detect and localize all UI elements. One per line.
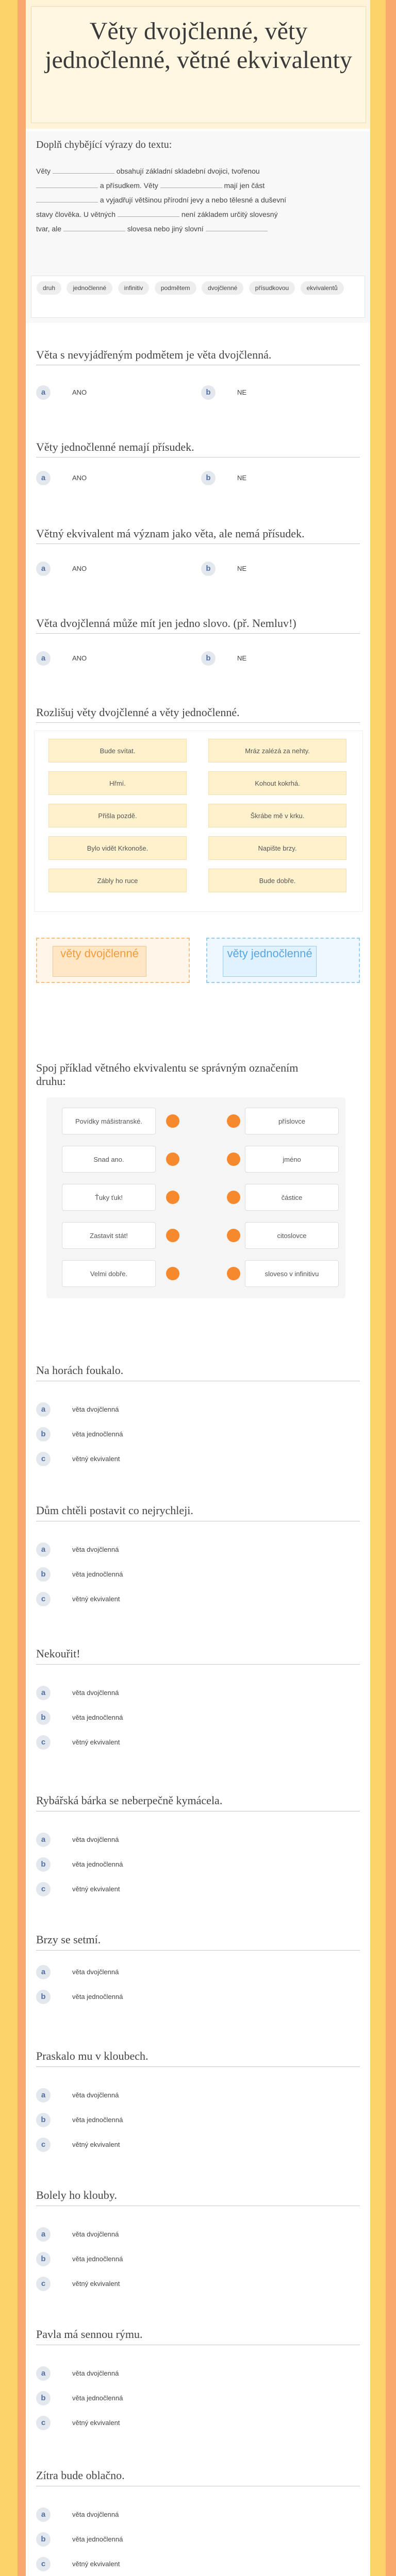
drop-zone-jednoclenne[interactable] <box>206 938 360 983</box>
option-b-badge[interactable]: b <box>36 1567 51 1582</box>
fill-text-part: obsahují základní skladební dvojici, tvořenou <box>116 167 260 175</box>
divider <box>36 1950 360 1951</box>
drop-label: věty jednočlenné <box>223 946 317 977</box>
option-a-badge[interactable]: a <box>36 651 51 666</box>
connector-dot[interactable] <box>227 1267 240 1280</box>
option-c-badge[interactable]: c <box>36 1882 51 1896</box>
option-c-badge[interactable]: c <box>36 2277 51 2291</box>
option-text[interactable]: věta dvojčlenná <box>72 2230 119 2238</box>
option-a-badge[interactable]: a <box>36 2507 51 2522</box>
fill-blank-1[interactable] <box>53 165 114 174</box>
option-c-badge[interactable]: c <box>36 1735 51 1750</box>
divider <box>36 722 360 723</box>
mc-question: Nekouřit! <box>36 1647 80 1660</box>
sort-tile[interactable]: Přišla pozdě. <box>48 804 187 827</box>
tf-question-2: Věty jednočlenné nemají přísudek. <box>36 440 194 453</box>
option-text[interactable]: věta jednočlenná <box>72 1860 123 1868</box>
option-text[interactable]: ANO <box>72 388 87 396</box>
mc-question: Zítra bude oblačno. <box>36 2469 125 2482</box>
mc-question: Na horách foukalo. <box>36 1364 124 1377</box>
option-text[interactable]: věta jednočlenná <box>72 1430 123 1438</box>
drop-label: věty dvojčlenné <box>53 946 146 977</box>
option-text[interactable]: věta jednočlenná <box>72 2535 123 2543</box>
option-b-badge[interactable]: b <box>36 2532 51 2547</box>
tf-question-4: Věta dvojčlenná může mít jen jedno slovo. (př. Nemluv!) <box>36 617 296 630</box>
option-text[interactable]: věta jednočlenná <box>72 2116 123 2124</box>
option-text[interactable]: věta jednočlenná <box>72 1570 123 1578</box>
fill-text-part: mají jen část <box>224 181 265 190</box>
option-text[interactable]: NE <box>237 388 247 396</box>
option-b-badge[interactable]: b <box>36 1427 51 1442</box>
option-a-badge[interactable]: a <box>36 2088 51 2103</box>
sort-heading: Rozlišuj věty dvojčlenné a věty jednočlenné. <box>36 706 240 719</box>
fill-text-part: tvar, ale <box>36 225 62 233</box>
option-a-badge[interactable]: a <box>36 562 51 576</box>
option-c-badge[interactable]: c <box>36 2138 51 2152</box>
option-b-badge[interactable]: b <box>201 471 216 485</box>
fill-text-part: slovesa nebo jiný slovní <box>127 225 204 233</box>
connector-dot[interactable] <box>166 1191 179 1204</box>
option-c-badge[interactable]: c <box>36 2557 51 2571</box>
sort-tile[interactable]: Bylo vidět Krkonoše. <box>48 836 187 860</box>
divider <box>36 1664 360 1665</box>
option-text[interactable]: věta dvojčlenná <box>72 1689 119 1697</box>
connector-dot[interactable] <box>227 1114 240 1128</box>
word-chip[interactable]: druh <box>37 281 61 295</box>
option-a-badge[interactable]: a <box>36 1965 51 1979</box>
sort-tile[interactable]: Hřmí. <box>48 771 187 795</box>
sort-tile[interactable]: Bude svítat. <box>48 739 187 762</box>
option-c-badge[interactable]: c <box>36 1592 51 1606</box>
title-box <box>31 6 366 123</box>
option-b-badge[interactable]: b <box>36 2252 51 2266</box>
fill-blank-7[interactable] <box>206 223 268 231</box>
mc-question: Brzy se setmí. <box>36 1933 101 1946</box>
option-a-badge[interactable]: a <box>36 471 51 485</box>
option-text[interactable]: věta jednočlenná <box>72 2394 123 2402</box>
divider <box>36 633 360 634</box>
fill-blank-5[interactable] <box>118 208 179 217</box>
sort-tile[interactable]: Kohout kokrhá. <box>208 771 346 795</box>
match-item-right[interactable]: částice <box>245 1184 339 1211</box>
option-text[interactable]: větný ekvivalent <box>72 1885 120 1893</box>
option-c-badge[interactable]: c <box>36 1452 51 1466</box>
option-b-badge[interactable]: b <box>36 2113 51 2127</box>
fill-blank-3[interactable] <box>160 179 222 188</box>
match-item-left[interactable]: Velmi dobře. <box>62 1260 156 1287</box>
fill-text-part: stavy člověka. U větných <box>36 210 116 218</box>
option-text[interactable]: NE <box>237 654 247 662</box>
fill-heading: Doplň chybějící výrazy do textu: <box>36 139 172 150</box>
option-text[interactable]: větný ekvivalent <box>72 1738 120 1746</box>
option-b-badge[interactable]: b <box>201 562 216 576</box>
match-item-left[interactable]: Zastavit stát! <box>62 1222 156 1249</box>
option-text[interactable]: ANO <box>72 474 87 482</box>
word-chip[interactable]: dvojčlenné <box>202 281 243 295</box>
option-b-badge[interactable]: b <box>36 2391 51 2405</box>
fill-text-part: a přísudkem. Věty <box>100 181 158 190</box>
drop-zone-dvojclenne[interactable] <box>36 938 190 983</box>
option-text[interactable]: ANO <box>72 565 87 572</box>
option-text[interactable]: věta dvojčlenná <box>72 2369 119 2377</box>
sort-tile[interactable]: Napište brzy. <box>208 836 346 860</box>
option-text[interactable]: věta dvojčlenná <box>72 2511 119 2518</box>
match-item-left[interactable]: Povídky mášistranské. <box>62 1108 156 1134</box>
option-text[interactable]: věta dvojčlenná <box>72 1836 119 1843</box>
option-text[interactable]: větný ekvivalent <box>72 2141 120 2148</box>
option-b-badge[interactable]: b <box>201 651 216 666</box>
sort-tile[interactable]: Zábly ho ruce <box>48 869 187 892</box>
fill-text-part: není základem určitý slovesný <box>181 210 278 218</box>
fill-text <box>36 164 361 236</box>
option-text[interactable]: věta dvojčlenná <box>72 1968 119 1976</box>
word-bank <box>31 276 365 318</box>
option-text[interactable]: věta jednočlenná <box>72 1993 123 2001</box>
option-text[interactable]: větný ekvivalent <box>72 1455 120 1463</box>
connector-dot[interactable] <box>166 1229 179 1242</box>
connector-dot[interactable] <box>166 1114 179 1128</box>
option-a-badge[interactable]: a <box>36 2366 51 2381</box>
option-a-badge[interactable]: a <box>36 2227 51 2242</box>
option-text[interactable]: věta jednočlenná <box>72 1714 123 1721</box>
option-b-badge[interactable]: b <box>36 1857 51 1872</box>
option-text[interactable]: ANO <box>72 654 87 662</box>
connector-dot[interactable] <box>166 1267 179 1280</box>
sort-tile[interactable]: Škrábe mě v krku. <box>208 804 346 827</box>
option-text[interactable]: větný ekvivalent <box>72 1595 120 1603</box>
option-a-badge[interactable]: a <box>36 385 51 400</box>
option-text[interactable]: věta jednočlenná <box>72 2255 123 2263</box>
option-text[interactable]: NE <box>237 565 247 572</box>
match-item-right[interactable]: jméno <box>245 1146 339 1173</box>
connector-dot[interactable] <box>227 1153 240 1166</box>
option-a-badge[interactable]: a <box>36 1833 51 1847</box>
fill-blank-6[interactable] <box>63 223 125 231</box>
option-a-badge[interactable]: a <box>36 1402 51 1417</box>
option-b-badge[interactable]: b <box>36 1990 51 2004</box>
fill-text-part: Věty <box>36 167 51 175</box>
match-item-right[interactable]: sloveso v infinitivu <box>245 1260 339 1287</box>
option-text[interactable]: větný ekvivalent <box>72 2419 120 2427</box>
word-chip[interactable]: podmětem <box>155 281 196 295</box>
mc-question: Bolely ho klouby. <box>36 2189 117 2201</box>
option-b-badge[interactable]: b <box>36 1710 51 1725</box>
match-item-left[interactable]: Snad ano. <box>62 1146 156 1173</box>
mc-question: Pavla má sennou rýmu. <box>36 2328 143 2341</box>
option-text[interactable]: věta dvojčlenná <box>72 1546 119 1553</box>
option-text[interactable]: větný ekvivalent <box>72 2560 120 2568</box>
mc-question: Dům chtěli postavit co nejrychleji. <box>36 1504 193 1517</box>
fill-text-part: a vyjadřují většinou přírodní jevy a nebo tělesné a duševní <box>100 196 286 204</box>
option-text[interactable]: věta dvojčlenná <box>72 1405 119 1413</box>
match-heading: Spoj příklad větného ekvivalentu se správným označením druhu: <box>36 1061 299 1088</box>
match-item-right[interactable]: citoslovce <box>245 1222 339 1249</box>
sort-tile[interactable]: Mráz zalézá za nehty. <box>208 739 346 762</box>
match-item-right[interactable]: příslovce <box>245 1108 339 1134</box>
option-a-badge[interactable]: a <box>36 1686 51 1700</box>
option-a-badge[interactable]: a <box>36 1543 51 1557</box>
sort-tile[interactable]: Bude dobře. <box>208 869 346 892</box>
fill-blank-2[interactable] <box>36 179 98 188</box>
option-text[interactable]: NE <box>237 474 247 482</box>
option-c-badge[interactable]: c <box>36 2416 51 2430</box>
option-text[interactable]: větný ekvivalent <box>72 2280 120 2287</box>
word-chip[interactable]: infinitiv <box>118 281 150 295</box>
page-title: Věty dvojčlenné, věty jednočlenné, větné ekvivalenty <box>45 18 352 74</box>
mc-question: Rybářská bárka se neberpečně kymácela. <box>36 1794 223 1807</box>
tf-question-1: Věta s nevyjádřeným podmětem je věta dvojčlenná. <box>36 348 272 361</box>
connector-dot[interactable] <box>227 1229 240 1242</box>
tf-question-3: Větný ekvivalent má význam jako věta, ale nemá přísudek. <box>36 527 305 540</box>
fill-blank-4[interactable] <box>36 194 98 202</box>
option-b-badge[interactable]: b <box>201 385 216 400</box>
mc-question: Praskalo mu v kloubech. <box>36 2049 148 2062</box>
word-chip[interactable]: přísudkovou <box>249 281 295 295</box>
connector-dot[interactable] <box>227 1191 240 1204</box>
option-text[interactable]: věta dvojčlenná <box>72 2091 119 2099</box>
match-item-left[interactable]: Ťuky ťuk! <box>62 1184 156 1211</box>
connector-dot[interactable] <box>166 1153 179 1166</box>
divider <box>36 2066 360 2067</box>
word-chip[interactable]: ekvivalentů <box>301 281 344 295</box>
word-chip[interactable]: jednočlenné <box>67 281 112 295</box>
